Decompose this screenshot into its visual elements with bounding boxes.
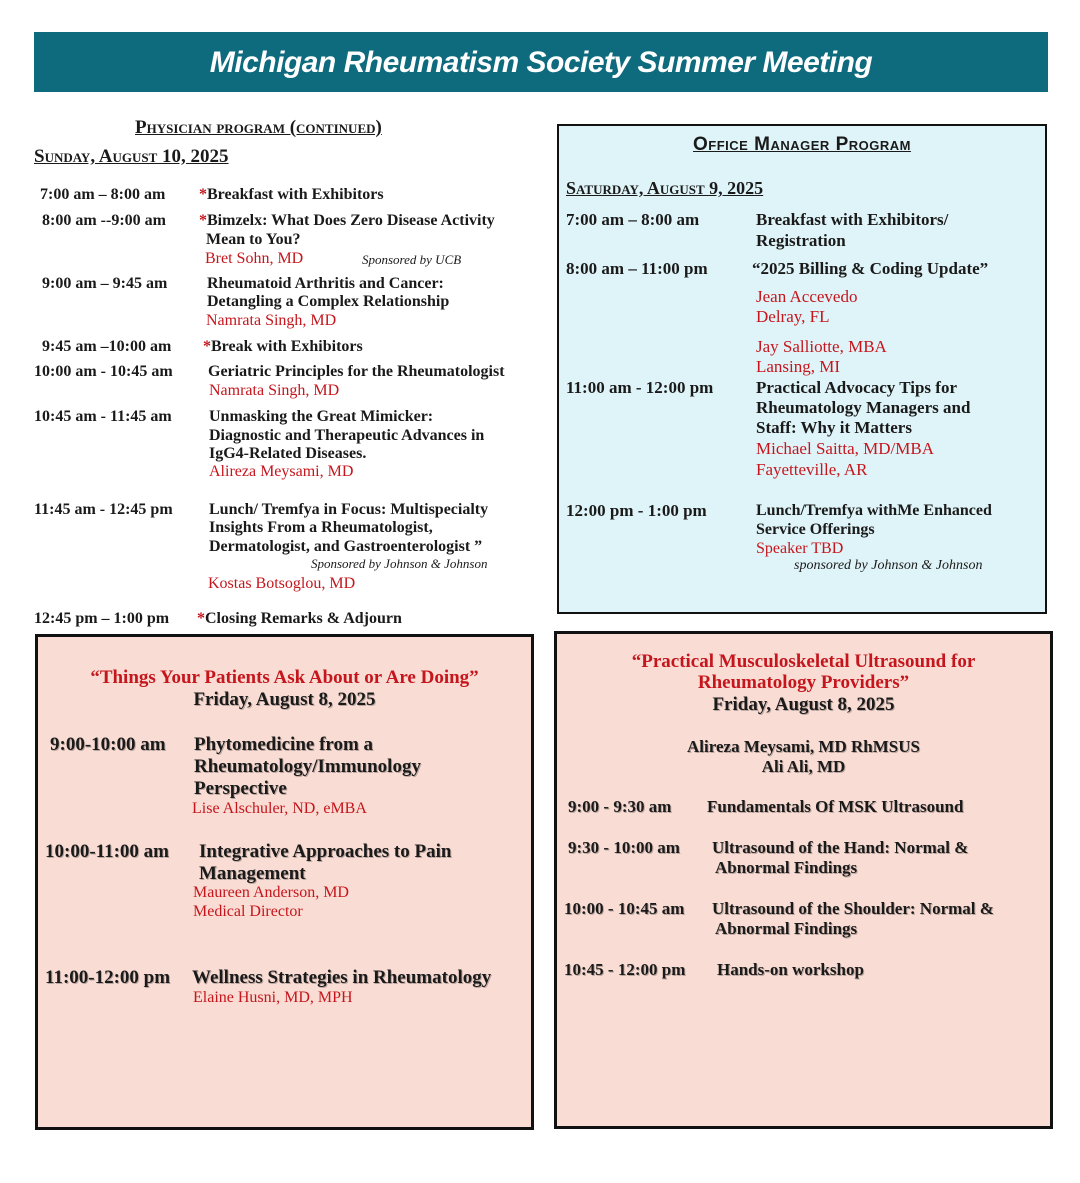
session-title-line: Wellness Strategies in Rheumatology bbox=[192, 967, 492, 988]
asterisk: * bbox=[203, 338, 211, 355]
office-date: Saturday, August 9, 2025 bbox=[566, 178, 764, 198]
speaker: Lise Alschuler, ND, eMBA bbox=[192, 800, 367, 817]
session-title-line: Registration bbox=[756, 231, 846, 250]
physician-heading: Physician program (continued) bbox=[135, 117, 382, 138]
session-title-line: Rheumatology Managers and bbox=[756, 398, 971, 417]
physician-date: Sunday, August 10, 2025 bbox=[34, 146, 229, 167]
session-title-line: Rheumatoid Arthritis and Cancer: bbox=[207, 275, 444, 292]
session-title-line: Fundamentals Of MSK Ultrasound bbox=[707, 797, 964, 816]
msk-title-line: Rheumatology Providers” bbox=[697, 672, 910, 693]
session-title-line: Diagnostic and Therapeutic Advances in bbox=[209, 427, 485, 444]
session-title-line: Staff: Why it Matters bbox=[756, 418, 912, 437]
speaker: Alireza Meysami, MD bbox=[209, 463, 354, 480]
session-time: 11:45 am - 12:45 pm bbox=[34, 501, 173, 518]
session-title-line: Practical Advocacy Tips for bbox=[756, 378, 957, 397]
session-title-line: Lunch/Tremfya withMe Enhanced bbox=[756, 502, 992, 519]
session-title-text: Breakfast with Exhibitors bbox=[207, 186, 384, 203]
session-time: 8:00 am – 11:00 pm bbox=[566, 259, 708, 278]
session-title-line: Ultrasound of the Hand: Normal & bbox=[712, 838, 969, 857]
session-time: 10:45 am - 11:45 am bbox=[34, 408, 172, 425]
session-time: 9:30 - 10:00 am bbox=[568, 838, 680, 857]
session-title-line: Abnormal Findings bbox=[715, 919, 858, 938]
session-title-line: Breakfast with Exhibitors/ bbox=[756, 210, 949, 229]
msk-speaker: Alireza Meysami, MD RhMSUS bbox=[687, 737, 920, 756]
speaker: Namrata Singh, MD bbox=[209, 382, 340, 399]
session-title-line: Hands-on workshop bbox=[717, 960, 864, 979]
session-title bbox=[199, 212, 495, 230]
sponsor-note: sponsored by Johnson & Johnson bbox=[794, 558, 983, 573]
speaker: Michael Saitta, MD/MBA bbox=[756, 439, 935, 458]
things-patients-box bbox=[35, 634, 534, 1130]
session-title-line: Ultrasound of the Shoulder: Normal & bbox=[712, 899, 994, 918]
session-time: 9:00 am – 9:45 am bbox=[42, 275, 168, 292]
session-time: 8:00 am --9:00 am bbox=[42, 212, 166, 229]
session-title-line: Phytomedicine from a bbox=[194, 734, 374, 755]
asterisk: * bbox=[199, 186, 207, 203]
session-time: 7:00 am – 8:00 am bbox=[40, 186, 166, 203]
session-time: 11:00 am - 12:00 pm bbox=[566, 378, 714, 397]
session-title-line: Service Offerings bbox=[756, 521, 875, 538]
session-time: 12:00 pm - 1:00 pm bbox=[566, 501, 707, 520]
session-title-line: Unmasking the Great Mimicker: bbox=[209, 408, 434, 425]
session-time: 10:45 - 12:00 pm bbox=[564, 960, 686, 979]
session-time: 9:45 am –10:00 am bbox=[42, 338, 172, 355]
speaker: Jay Salliotte, MBA bbox=[756, 337, 887, 356]
speaker: Bret Sohn, MD bbox=[205, 250, 304, 267]
speaker: Speaker TBD bbox=[756, 540, 844, 557]
msk-title-line: “Practical Musculoskeletal Ultrasound for bbox=[631, 651, 976, 672]
session-time: 11:00-12:00 pm bbox=[45, 967, 171, 988]
page-title: Michigan Rheumatism Society Summer Meeting bbox=[209, 46, 873, 79]
asterisk: * bbox=[199, 212, 207, 229]
msk-date: Friday, August 8, 2025 bbox=[712, 694, 895, 715]
msk-ultrasound-box bbox=[554, 631, 1053, 1129]
asterisk: * bbox=[197, 610, 205, 627]
things-title: “Things Your Patients Ask About or Are Doing” bbox=[90, 667, 479, 688]
speaker: Kostas Botsoglou, MD bbox=[208, 575, 356, 592]
session-title bbox=[197, 610, 402, 628]
title-banner bbox=[34, 32, 1048, 92]
session-title-line: IgG4-Related Diseases. bbox=[209, 445, 367, 462]
session-title-line: Abnormal Findings bbox=[715, 858, 858, 877]
session-title bbox=[199, 186, 384, 204]
session-time: 10:00 am - 10:45 am bbox=[34, 363, 173, 380]
speaker-role: Medical Director bbox=[193, 903, 303, 920]
session-time: 9:00 - 9:30 am bbox=[568, 797, 672, 816]
session-title-text: Bimzelx: What Does Zero Disease Activity bbox=[207, 212, 495, 229]
office-heading: Office Manager Program bbox=[693, 134, 911, 155]
session-title-line: Detangling a Complex Relationship bbox=[207, 293, 450, 310]
session-title-line: Management bbox=[199, 863, 306, 884]
speaker-location: Fayetteville, AR bbox=[756, 460, 868, 479]
session-title-line: Integrative Approaches to Pain bbox=[199, 841, 452, 862]
session-title-line: Mean to You? bbox=[206, 231, 301, 248]
speaker: Elaine Husni, MD, MPH bbox=[193, 989, 353, 1006]
session-title-line: Perspective bbox=[194, 778, 287, 799]
session-title-line: Lunch/ Tremfya in Focus: Multispecialty bbox=[209, 501, 489, 518]
sponsor-note: Sponsored by Johnson & Johnson bbox=[311, 556, 488, 571]
speaker-location: Delray, FL bbox=[756, 307, 830, 326]
session-time: 9:00-10:00 am bbox=[50, 734, 166, 755]
things-date: Friday, August 8, 2025 bbox=[193, 689, 376, 710]
session-title-line: Rheumatology/Immunology bbox=[194, 756, 421, 777]
session-title-text: Break with Exhibitors bbox=[211, 338, 363, 355]
msk-speaker: Ali Ali, MD bbox=[761, 757, 846, 776]
session-time: 10:00-11:00 am bbox=[45, 841, 170, 862]
session-title-line: Geriatric Principles for the Rheumatologist bbox=[208, 363, 505, 380]
speaker-location: Lansing, MI bbox=[756, 357, 841, 376]
office-manager-box bbox=[557, 124, 1047, 614]
session-time: 10:00 - 10:45 am bbox=[564, 899, 685, 918]
session-title bbox=[203, 338, 363, 356]
session-time: 12:45 pm – 1:00 pm bbox=[34, 610, 170, 627]
session-title-line: Dermatologist, and Gastroenterologist ” bbox=[209, 538, 483, 555]
session-title-text: Closing Remarks & Adjourn bbox=[205, 610, 402, 627]
session-title-line: Insights From a Rheumatologist, bbox=[209, 519, 433, 536]
speaker: Namrata Singh, MD bbox=[206, 312, 337, 329]
sponsor-note: Sponsored by UCB bbox=[362, 252, 462, 267]
session-time: 7:00 am – 8:00 am bbox=[566, 210, 700, 229]
session-title-line: “2025 Billing & Coding Update” bbox=[752, 259, 989, 278]
speaker: Jean Accevedo bbox=[756, 287, 858, 306]
speaker: Maureen Anderson, MD bbox=[193, 884, 349, 901]
